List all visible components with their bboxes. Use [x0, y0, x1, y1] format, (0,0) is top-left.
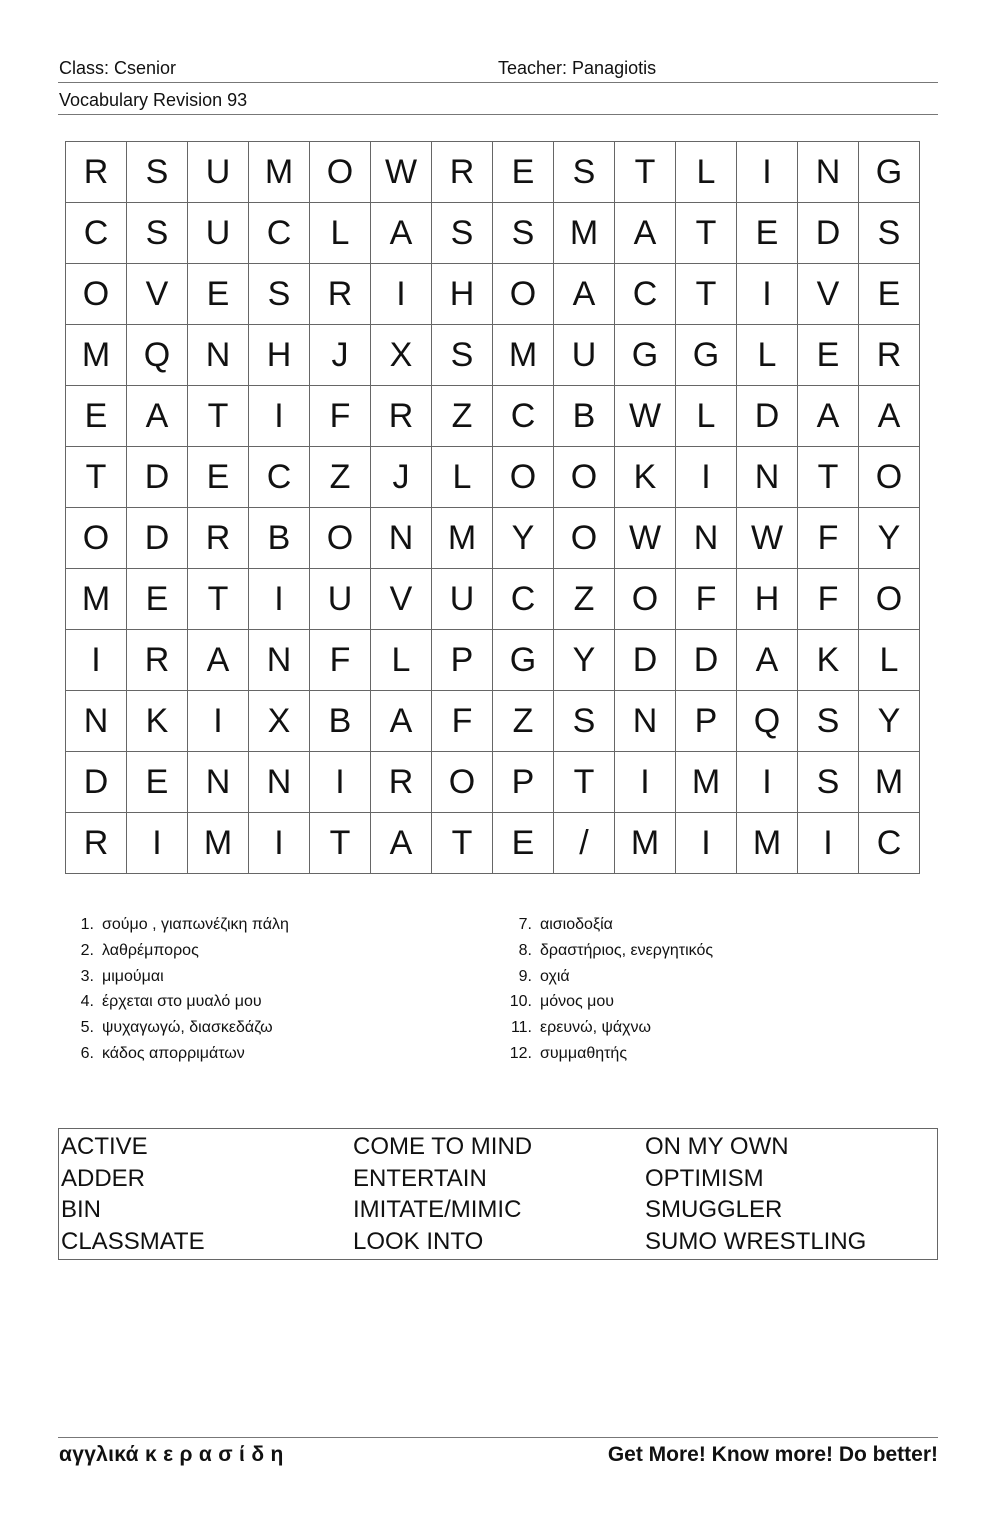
grid-cell[interactable]: I: [249, 569, 310, 630]
grid-cell[interactable]: M: [737, 813, 798, 874]
word-bank-item: BIN: [61, 1196, 102, 1223]
word-bank-item: ON MY OWN: [645, 1133, 789, 1160]
grid-cell[interactable]: N: [676, 508, 737, 569]
grid-cell[interactable]: I: [249, 813, 310, 874]
grid-cell[interactable]: I: [737, 752, 798, 813]
word-bank-item: CLASSMATE: [61, 1227, 205, 1255]
clue-text: δραστήριος, ενεργητικός: [540, 941, 714, 959]
clue-text: σούμο , γιαπωνέζικη πάλη: [102, 916, 289, 933]
grid-cell[interactable]: T: [676, 203, 737, 264]
grid-cell[interactable]: E: [737, 203, 798, 264]
grid-cell[interactable]: V: [371, 569, 432, 630]
grid-cell[interactable]: I: [615, 752, 676, 813]
grid-cell[interactable]: E: [188, 447, 249, 508]
clue-number: 9.: [518, 967, 532, 985]
grid-cell[interactable]: N: [615, 691, 676, 752]
clue-number: 8.: [518, 941, 532, 959]
grid-row: [66, 142, 920, 203]
grid-cell[interactable]: I: [127, 813, 188, 874]
grid-cell[interactable]: N: [737, 447, 798, 508]
grid-cell[interactable]: B: [310, 691, 371, 752]
grid-cell[interactable]: D: [798, 203, 859, 264]
clue-text: μιμούμαι: [102, 967, 164, 985]
grid-cell[interactable]: Z: [554, 569, 615, 630]
grid-cell[interactable]: P: [676, 691, 737, 752]
grid-cell[interactable]: R: [432, 142, 493, 203]
clue-item: [498, 1041, 713, 1067]
grid-cell[interactable]: A: [371, 691, 432, 752]
grid-cell[interactable]: H: [249, 325, 310, 386]
grid-cell[interactable]: N: [188, 752, 249, 813]
grid-cell[interactable]: Y: [554, 630, 615, 691]
grid-cell[interactable]: D: [615, 630, 676, 691]
grid-cell[interactable]: M: [249, 142, 310, 203]
grid-cell[interactable]: L: [676, 386, 737, 447]
grid-row: [66, 325, 920, 386]
grid-cell[interactable]: T: [188, 569, 249, 630]
grid-cell[interactable]: J: [371, 447, 432, 508]
grid-cell[interactable]: M: [66, 325, 127, 386]
grid-cell[interactable]: M: [859, 752, 920, 813]
grid-cell[interactable]: R: [66, 813, 127, 874]
grid-cell[interactable]: F: [310, 386, 371, 447]
grid-cell[interactable]: R: [371, 752, 432, 813]
grid-cell[interactable]: I: [188, 691, 249, 752]
clues-list-left: [60, 912, 289, 1067]
clue-number: 2.: [80, 941, 94, 959]
word-bank-item: OPTIMISM: [645, 1164, 764, 1192]
clue-number: 10.: [509, 993, 532, 1011]
clue-number: 3.: [80, 967, 94, 985]
grid-cell[interactable]: R: [859, 325, 920, 386]
grid-cell[interactable]: I: [676, 813, 737, 874]
grid-cell[interactable]: C: [249, 203, 310, 264]
grid-cell[interactable]: F: [310, 630, 371, 691]
clues-list-right: [498, 912, 713, 1067]
grid-cell[interactable]: T: [66, 447, 127, 508]
grid-cell[interactable]: D: [66, 752, 127, 813]
grid-cell[interactable]: L: [676, 142, 737, 203]
grid-cell[interactable]: F: [798, 569, 859, 630]
word-bank-item: SMUGGLER: [645, 1196, 783, 1223]
grid-cell[interactable]: W: [615, 508, 676, 569]
clue-item: [60, 1041, 289, 1067]
grid-cell[interactable]: C: [615, 264, 676, 325]
grid-cell[interactable]: J: [310, 325, 371, 386]
grid-cell[interactable]: D: [676, 630, 737, 691]
grid-cell[interactable]: B: [554, 386, 615, 447]
grid-cell[interactable]: O: [615, 569, 676, 630]
grid-cell[interactable]: S: [432, 325, 493, 386]
clue-item: [60, 938, 289, 964]
grid-cell[interactable]: Z: [493, 691, 554, 752]
word-bank-item: ADDER: [61, 1164, 146, 1192]
grid-cell[interactable]: N: [66, 691, 127, 752]
clue-number: 7.: [518, 916, 532, 933]
grid-cell[interactable]: Q: [737, 691, 798, 752]
grid-cell[interactable]: K: [127, 691, 188, 752]
grid-cell[interactable]: C: [249, 447, 310, 508]
grid-cell[interactable]: Y: [859, 508, 920, 569]
grid-cell[interactable]: T: [432, 813, 493, 874]
grid-cell[interactable]: N: [371, 508, 432, 569]
clue-text: κάδος απορριμάτων: [102, 1044, 245, 1062]
grid-cell[interactable]: O: [493, 447, 554, 508]
grid-cell[interactable]: T: [676, 264, 737, 325]
grid-row: [66, 569, 920, 630]
grid-cell[interactable]: A: [188, 630, 249, 691]
teacher-label: Teacher: Panagiotis: [498, 58, 657, 78]
grid-cell[interactable]: A: [737, 630, 798, 691]
grid-cell[interactable]: S: [432, 203, 493, 264]
grid-cell[interactable]: O: [493, 264, 554, 325]
clue-text: λαθρέμπορος: [102, 941, 199, 959]
grid-cell[interactable]: I: [737, 142, 798, 203]
grid-cell[interactable]: V: [127, 264, 188, 325]
grid-row: [66, 752, 920, 813]
grid-cell[interactable]: F: [676, 569, 737, 630]
grid-cell[interactable]: Q: [127, 325, 188, 386]
clue-item: [498, 964, 713, 990]
clue-item: [60, 964, 289, 990]
grid-cell[interactable]: L: [432, 447, 493, 508]
clue-number: 4.: [80, 993, 94, 1011]
grid-cell[interactable]: M: [432, 508, 493, 569]
grid-cell[interactable]: X: [249, 691, 310, 752]
clue-item: [498, 938, 713, 964]
grid-cell[interactable]: M: [554, 203, 615, 264]
grid-cell[interactable]: B: [249, 508, 310, 569]
clue-text: συμμαθητής: [540, 1044, 628, 1062]
grid-row: [66, 508, 920, 569]
clue-item: [498, 912, 713, 938]
grid-cell[interactable]: U: [188, 203, 249, 264]
grid-cell[interactable]: R: [127, 630, 188, 691]
grid-cell[interactable]: Z: [432, 386, 493, 447]
class-label: Class: Csenior: [59, 58, 177, 78]
grid-cell[interactable]: O: [554, 508, 615, 569]
grid-cell[interactable]: C: [493, 386, 554, 447]
grid-cell[interactable]: S: [554, 691, 615, 752]
clue-number: 12.: [509, 1044, 532, 1062]
clue-text: οχιά: [540, 967, 570, 985]
grid-row: [66, 386, 920, 447]
grid-cell[interactable]: K: [615, 447, 676, 508]
page-title: Vocabulary Revision 93: [59, 90, 248, 110]
grid-cell[interactable]: D: [737, 386, 798, 447]
grid-cell[interactable]: O: [66, 508, 127, 569]
grid-cell[interactable]: D: [127, 447, 188, 508]
grid-cell[interactable]: R: [66, 142, 127, 203]
grid-cell[interactable]: O: [859, 447, 920, 508]
grid-cell[interactable]: A: [554, 264, 615, 325]
grid-cell[interactable]: O: [554, 447, 615, 508]
grid-cell[interactable]: A: [798, 386, 859, 447]
grid-cell[interactable]: T: [554, 752, 615, 813]
grid-cell[interactable]: I: [737, 264, 798, 325]
grid-cell[interactable]: O: [859, 569, 920, 630]
clue-number: 6.: [80, 1044, 94, 1062]
grid-cell[interactable]: S: [859, 203, 920, 264]
grid-cell[interactable]: L: [310, 203, 371, 264]
clue-number: 1.: [80, 916, 94, 933]
grid-cell[interactable]: I: [371, 264, 432, 325]
grid-cell[interactable]: R: [310, 264, 371, 325]
grid-cell[interactable]: M: [615, 813, 676, 874]
grid-cell[interactable]: G: [615, 325, 676, 386]
grid-cell[interactable]: F: [432, 691, 493, 752]
grid-cell[interactable]: U: [310, 569, 371, 630]
grid-cell[interactable]: /: [554, 813, 615, 874]
grid-cell[interactable]: I: [676, 447, 737, 508]
grid-cell[interactable]: S: [127, 142, 188, 203]
grid-cell[interactable]: V: [798, 264, 859, 325]
clue-text: έρχεται στο μυαλό μου: [102, 993, 262, 1011]
grid-cell[interactable]: N: [188, 325, 249, 386]
title-row: [58, 84, 938, 115]
grid-cell[interactable]: A: [127, 386, 188, 447]
grid-row: [66, 264, 920, 325]
grid-cell[interactable]: N: [249, 752, 310, 813]
footer-brand: αγγλικά κ ε ρ α σ ί δ η: [59, 1443, 284, 1466]
clue-item: [60, 1015, 289, 1041]
footer-slogan: Get More! Know more! Do better!: [607, 1443, 938, 1466]
clue-item: [498, 989, 713, 1015]
grid-cell[interactable]: A: [859, 386, 920, 447]
grid-cell[interactable]: E: [66, 386, 127, 447]
grid-cell[interactable]: A: [615, 203, 676, 264]
word-bank-column-1: [61, 1131, 205, 1257]
grid-cell[interactable]: P: [432, 630, 493, 691]
grid-cell[interactable]: G: [676, 325, 737, 386]
grid-cell[interactable]: I: [310, 752, 371, 813]
grid-cell[interactable]: F: [798, 508, 859, 569]
clue-text: αισιοδοξία: [540, 916, 613, 933]
grid-cell[interactable]: I: [798, 813, 859, 874]
clue-text: ψυχαγωγώ, διασκεδάζω: [102, 1019, 273, 1037]
grid-cell[interactable]: A: [371, 813, 432, 874]
grid-cell[interactable]: S: [493, 203, 554, 264]
grid-cell[interactable]: W: [737, 508, 798, 569]
clue-item: [60, 989, 289, 1015]
grid-cell[interactable]: T: [798, 447, 859, 508]
grid-cell[interactable]: I: [66, 630, 127, 691]
grid-cell[interactable]: P: [493, 752, 554, 813]
word-bank: [58, 1128, 938, 1260]
grid-cell[interactable]: S: [798, 752, 859, 813]
clue-number: 11.: [510, 1019, 532, 1037]
grid-cell[interactable]: I: [249, 386, 310, 447]
grid-row: [66, 447, 920, 508]
grid-cell[interactable]: C: [493, 569, 554, 630]
grid-cell[interactable]: E: [493, 142, 554, 203]
footer: [58, 1437, 938, 1472]
grid-cell[interactable]: U: [432, 569, 493, 630]
grid-cell[interactable]: E: [493, 813, 554, 874]
grid-cell[interactable]: K: [798, 630, 859, 691]
grid-cell[interactable]: E: [127, 569, 188, 630]
clue-text: ερευνώ, ψάχνω: [540, 1019, 652, 1037]
clue-item: [498, 1015, 713, 1041]
grid-cell[interactable]: S: [249, 264, 310, 325]
grid-cell[interactable]: S: [798, 691, 859, 752]
word-bank-item: IMITATE/MIMIC: [353, 1196, 522, 1223]
clue-item: [60, 912, 289, 938]
grid-cell[interactable]: N: [798, 142, 859, 203]
grid-cell[interactable]: O: [432, 752, 493, 813]
word-bank-item: ACTIVE: [61, 1133, 148, 1160]
grid-cell[interactable]: D: [127, 508, 188, 569]
grid-cell[interactable]: M: [493, 325, 554, 386]
clue-text: μόνος μου: [540, 993, 615, 1011]
grid-cell[interactable]: A: [371, 203, 432, 264]
grid-cell[interactable]: E: [188, 264, 249, 325]
grid-cell[interactable]: O: [310, 508, 371, 569]
grid-cell[interactable]: Y: [493, 508, 554, 569]
grid-cell[interactable]: R: [188, 508, 249, 569]
grid-cell[interactable]: T: [188, 386, 249, 447]
grid-cell[interactable]: L: [859, 630, 920, 691]
grid-cell[interactable]: H: [737, 569, 798, 630]
grid-cell[interactable]: M: [676, 752, 737, 813]
grid-cell[interactable]: H: [432, 264, 493, 325]
grid-cell[interactable]: Y: [859, 691, 920, 752]
grid-cell[interactable]: W: [615, 386, 676, 447]
grid-cell[interactable]: M: [66, 569, 127, 630]
grid-cell[interactable]: T: [615, 142, 676, 203]
word-bank-item: SUMO WRESTLING: [645, 1227, 867, 1255]
grid-cell[interactable]: C: [66, 203, 127, 264]
grid-cell[interactable]: G: [493, 630, 554, 691]
grid-cell[interactable]: L: [737, 325, 798, 386]
grid-cell[interactable]: L: [371, 630, 432, 691]
grid-cell[interactable]: Z: [310, 447, 371, 508]
grid-cell[interactable]: W: [371, 142, 432, 203]
grid-cell[interactable]: M: [188, 813, 249, 874]
grid-cell[interactable]: R: [371, 386, 432, 447]
word-bank-item: LOOK INTO: [353, 1227, 484, 1255]
grid-cell[interactable]: C: [859, 813, 920, 874]
word-bank-item: COME TO MIND: [353, 1133, 533, 1160]
grid-cell[interactable]: U: [188, 142, 249, 203]
grid-cell[interactable]: T: [310, 813, 371, 874]
word-bank-column-3: [645, 1131, 866, 1257]
grid-cell[interactable]: S: [127, 203, 188, 264]
clue-number: 5.: [80, 1019, 94, 1037]
grid-cell[interactable]: E: [859, 264, 920, 325]
grid-cell[interactable]: O: [310, 142, 371, 203]
header-row: [58, 52, 938, 83]
grid-cell[interactable]: X: [371, 325, 432, 386]
grid-cell[interactable]: O: [66, 264, 127, 325]
grid-cell[interactable]: S: [554, 142, 615, 203]
grid-row: [66, 630, 920, 691]
grid-cell[interactable]: E: [127, 752, 188, 813]
word-bank-item: ENTERTAIN: [353, 1164, 487, 1192]
grid-row: [66, 203, 920, 264]
grid-cell[interactable]: N: [249, 630, 310, 691]
grid-cell[interactable]: U: [554, 325, 615, 386]
grid-cell[interactable]: G: [859, 142, 920, 203]
grid-row: [66, 691, 920, 752]
grid-cell[interactable]: E: [798, 325, 859, 386]
word-bank-column-2: [353, 1131, 532, 1257]
grid-row: [66, 813, 920, 874]
word-search-grid: [65, 141, 920, 874]
